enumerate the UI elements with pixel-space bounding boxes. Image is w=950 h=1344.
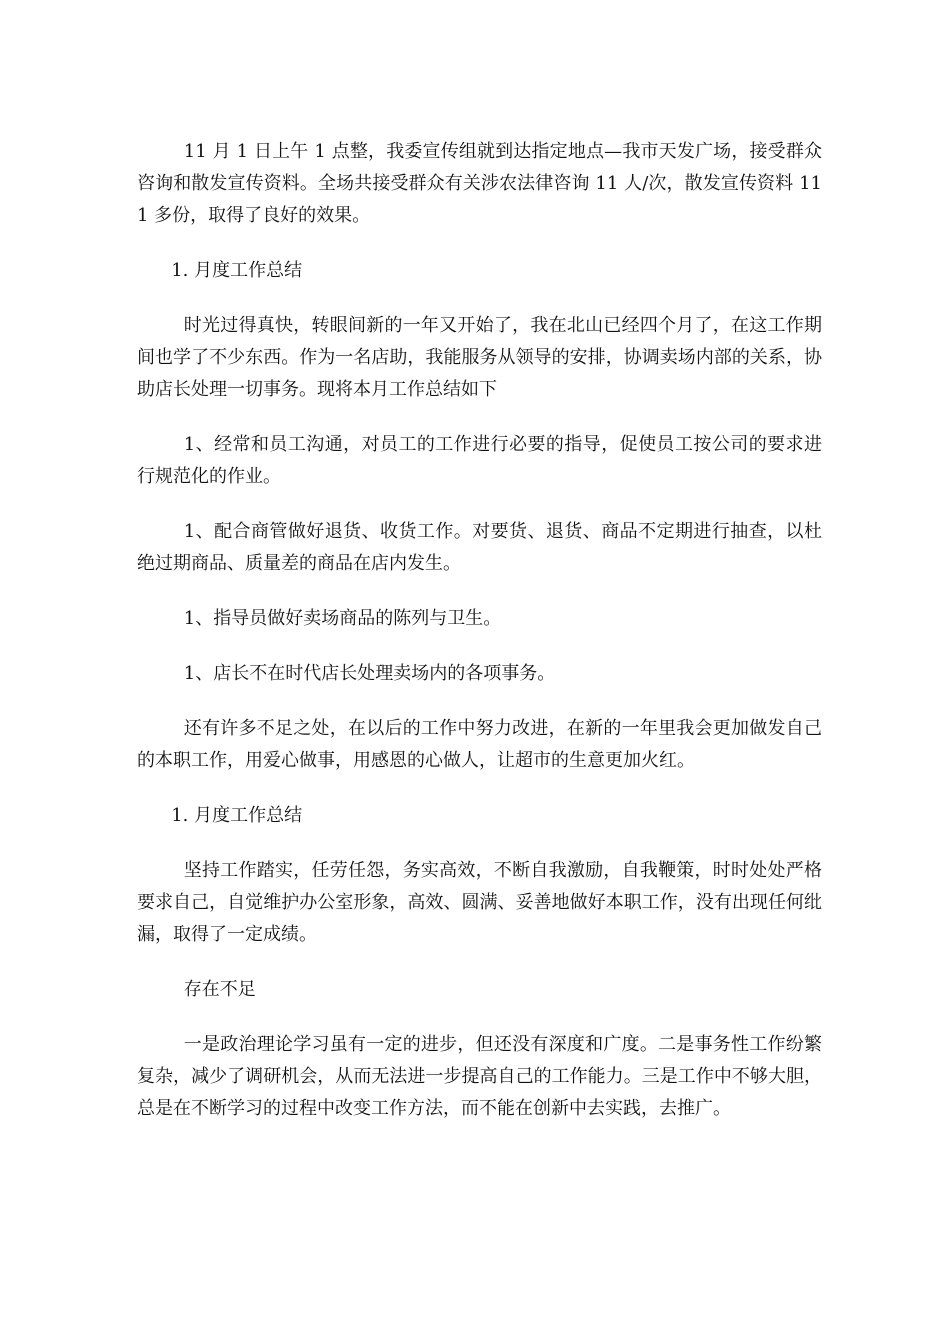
paragraph-3: 还有许多不足之处，在以后的工作中努力改进，在新的一年里我会更加做发自己的本职工作，用爱心做事，用感恩的心做人，让超市的生意更加火红。	[137, 718, 822, 771]
section-heading-2: 1. 月度工作总结	[171, 805, 303, 826]
paragraph-5: 一是政治理论学习虽有一定的进步，但还没有深度和广度。二是事务性工作纷繁复杂，减少了调研机会，从而无法进一步提高自己的工作能力。三是工作中不够大胆，总是在不断学习的过程中改变工作方法，而不能在创新中去实践，去推广。	[137, 1034, 822, 1119]
list-item-3: 1、指导员做好卖场商品的陈列与卫生。	[183, 608, 502, 629]
list-item-4: 1、店长不在时代店长处理卖场内的各项事务。	[183, 663, 556, 684]
section-heading-1: 1. 月度工作总结	[171, 260, 303, 281]
paragraph-2: 时光过得真快，转眼间新的一年又开始了，我在北山已经四个月了，在这工作期间也学了不少东西。作为一名店助，我能服务从领导的安排，协调卖场内部的关系，协助店长处理一切事务。现将本月工作总结如下	[137, 315, 822, 400]
list-item-1: 1、经常和员工沟通，对员工的工作进行必要的指导，促使员工按公司的要求进行规范化的作业。	[137, 434, 822, 487]
list-item-2: 1、配合商管做好退货、收货工作。对要货、退货、商品不定期进行抽查，以杜绝过期商品、质量差的商品在店内发生。	[137, 521, 822, 574]
paragraph-4: 坚持工作踏实，任劳任怨，务实高效，不断自我激励，自我鞭策，时时处处严格要求自己，自觉维护办公室形象，高效、圆满、妥善地做好本职工作，没有出现任何纰漏，取得了一定成绩。	[137, 860, 822, 945]
subheading-shortcomings: 存在不足	[183, 979, 256, 1000]
paragraph-1: 11 月 1 日上午 1 点整，我委宣传组就到达指定地点—我市天发广场，接受群众咨询和散发宣传资料。全场共接受群众有关涉农法律咨询 11 人/次，散发宣传资料 111 多份，取得了良好的效果。	[137, 141, 822, 226]
